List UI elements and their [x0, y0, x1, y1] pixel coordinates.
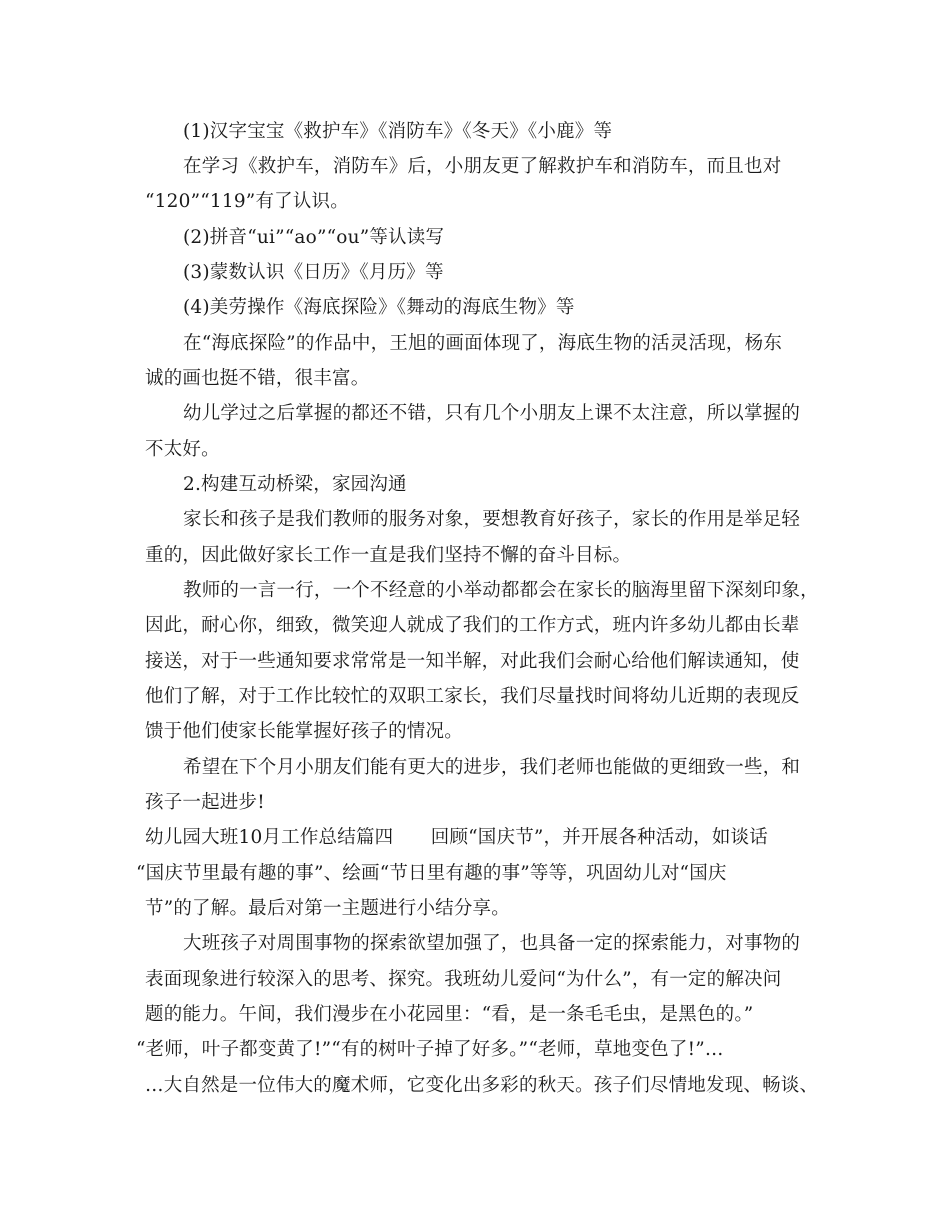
- text-line: 家长和孩子是我们教师的服务对象，要想教育好孩子，家长的作用是举足轻: [183, 509, 801, 530]
- text-line: 重的，因此做好家长工作一直是我们坚持不懈的奋斗目标。: [145, 545, 632, 566]
- text-line: 诚的画也挺不错，很丰富。: [145, 368, 370, 389]
- text-line: 幼儿学过之后掌握的都还不错，只有几个小朋友上课不太注意，所以掌握的: [183, 403, 801, 424]
- text-line: “国庆节里最有趣的事”、绘画“节日里有趣的事”等等，巩固幼儿对“国庆: [136, 863, 727, 884]
- text-line: 孩子一起进步!: [145, 792, 265, 813]
- text-line: 大班孩子对周围事物的探索欲望加强了，也具备一定的探索能力，对事物的: [183, 933, 801, 954]
- text-line: 题的能力。午间，我们漫步在小花园里：“看，是一条毛毛虫，是黑色的。”: [145, 1004, 754, 1025]
- text-line: (4)美劳操作《海底探险》《舞动的海底生物》等: [183, 297, 575, 318]
- text-line: (2)拼音“ui”“ao”“ou”等认读写: [183, 227, 445, 248]
- section-heading: 2.构建互动桥梁，家园沟通: [183, 474, 407, 495]
- text-line: (1)汉字宝宝《救护车》《消防车》《冬天》《小鹿》等: [183, 121, 613, 142]
- text-line: 教师的一言一行，一个不经意的小举动都都会在家长的脑海里留下深刻印象，: [183, 580, 819, 601]
- text-line: 馈于他们使家长能掌握好孩子的情况。: [145, 721, 463, 742]
- text-line: 幼儿园大班10月工作总结篇四 回顾“国庆节”，并开展各种活动，如谈话: [145, 827, 768, 848]
- text-line: 在“海底探险”的作品中，王旭的画面体现了，海底生物的活灵活现，杨东: [183, 333, 783, 354]
- text-line: 不太好。: [145, 439, 220, 460]
- text-line: 节”的了解。最后对第一主题进行小结分享。: [145, 898, 510, 919]
- text-line: 他们了解，对于工作比较忙的双职工家长，我们尽量找时间将幼儿近期的表现反: [145, 686, 800, 707]
- text-line: …大自然是一位伟大的魔术师，它变化出多彩的秋天。孩子们尽情地发现、畅谈、: [145, 1075, 819, 1096]
- text-line: “120”“119”有了认识。: [145, 191, 349, 212]
- text-line: 表面现象进行较深入的思考、探究。我班幼儿爱问“为什么”，有一定的解决问: [145, 969, 782, 990]
- text-line: (3)蒙数认识《日历》《月历》等: [183, 262, 444, 283]
- text-line: 希望在下个月小朋友们能有更大的进步，我们老师也能做的更细致一些，和: [183, 757, 801, 778]
- text-line: 接送，对于一些通知要求常常是一知半解，对此我们会耐心给他们解读通知，使: [145, 651, 800, 672]
- text-line: “老师，叶子都变黄了!”“有的树叶子掉了好多。”“老师，草地变色了!”…: [136, 1039, 724, 1060]
- text-line: 因此，耐心你，细致，微笑迎人就成了我们的工作方式，班内许多幼儿都由长辈: [145, 615, 800, 636]
- text-line: 在学习《救护车，消防车》后，小朋友更了解救护车和消防车，而且也对: [183, 156, 782, 177]
